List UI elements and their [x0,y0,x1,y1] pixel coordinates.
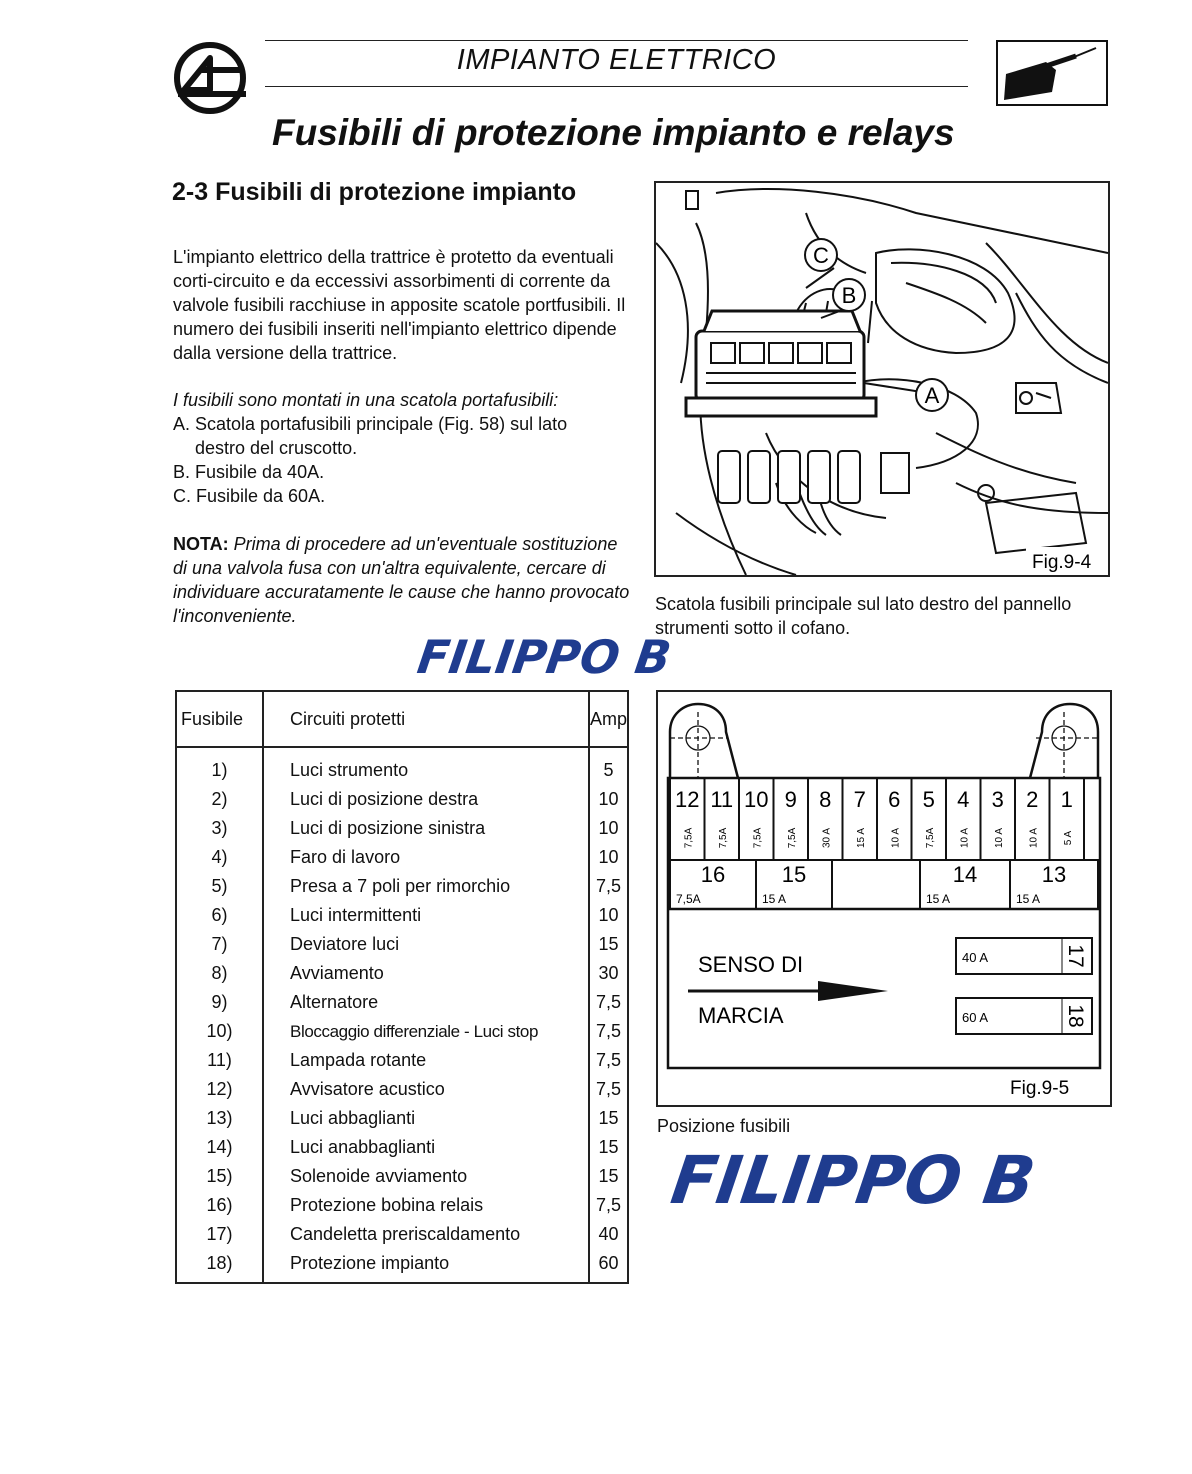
amp-cell: 10 [598,818,619,838]
handwritten-signature: FILIPPO B [414,630,675,684]
fuse-number-cell: 5) [176,872,263,901]
fuse-number-cell: 6) [176,901,263,930]
fuse-number: 16 [700,862,726,887]
table-row [176,1133,628,1162]
fuse-number: 12 [675,787,700,812]
amp-cell: 15 [598,1137,619,1157]
fuse-number: 11 [710,787,734,812]
amp-cell: 7,5 [595,1021,621,1041]
fuse-number: 2 [1026,787,1039,812]
fuse-amp: 7,5A [717,827,729,849]
header-rule-top [265,40,968,41]
fuse-number: 10 [744,787,769,812]
direction-label-line1: SENSO DI [698,952,804,977]
table-row [176,1249,628,1283]
circuit-cell: Faro di lavoro [263,843,589,872]
fuse-number-cell: 16) [176,1191,263,1220]
fuse-number-cell: 3) [176,814,263,843]
page-title: Fusibili di protezione impianto e relays [272,112,955,153]
circuit-cell: Luci strumento [263,747,589,785]
fuse-number: 13 [1041,862,1067,887]
fuse-number: 3 [991,787,1004,812]
table-row [176,843,628,872]
fuse-amp: 30 A [821,827,833,849]
note-block [173,532,631,628]
fuse-number: 15 [781,862,807,887]
fuse-amp: 15 A [855,827,867,849]
fuse-number-cell: 18) [176,1249,263,1283]
fuse-amp: 10 A [959,827,971,849]
fuse-table [175,690,629,1284]
circuit-cell: Solenoide avviamento [263,1162,589,1191]
electrical-plug-icon [996,40,1108,106]
brand-logo [170,40,252,116]
table-row [176,1191,628,1220]
column-header-amp: Amp [589,691,628,747]
fuse-amp: 10 A [890,827,902,849]
amp-cell: 7,5 [595,876,621,896]
circuit-cell: Bloccaggio differenziale - Luci stop [263,1017,589,1046]
figure-caption: Posizione fusibili [657,1116,791,1136]
table-row [176,1075,628,1104]
amp-cell: 15 [598,1108,619,1128]
section-label: IMPIANTO ELETTRICO [456,44,777,76]
circuit-cell: Protezione impianto [263,1249,589,1283]
fuse-amp: 7,5A [752,827,764,849]
fuse-number: 5 [922,787,935,812]
amp-cell: 10 [598,847,619,867]
fuse-number: 8 [819,787,832,812]
fuse-number-cell: 12) [176,1075,263,1104]
fuse-amp: 10 A [993,827,1005,849]
fuse-amp: 7,5A [924,827,936,849]
table-row [176,872,628,901]
handwritten-signature: FILIPPO B [666,1142,1040,1219]
table-row [176,988,628,1017]
fuse-number: 6 [888,787,901,812]
table-row [176,814,628,843]
list-item: B. Fusibile da 40A. [173,462,325,482]
direction-label-line2: MARCIA [698,1003,784,1028]
fuse-17-number: 17 [1064,944,1087,968]
amp-cell: 7,5 [595,1079,621,1099]
amp-cell: 15 [598,1166,619,1186]
fuse-number-cell: 15) [176,1162,263,1191]
fuse-number: 1 [1060,787,1073,812]
fuse-number-cell: 13) [176,1104,263,1133]
fuse-number-cell: 2) [176,785,263,814]
circuit-cell: Avvisatore acustico [263,1075,589,1104]
table-row [176,1162,628,1191]
header-rule-bottom [265,86,968,87]
fuse-number-cell: 8) [176,959,263,988]
circuit-cell: Alternatore [263,988,589,1017]
fuse-number-cell: 1) [176,747,263,785]
fuse-number-cell: 10) [176,1017,263,1046]
table-row [176,1017,628,1046]
circuit-cell: Avviamento [263,959,589,988]
table-row [176,1104,628,1133]
column-header-circuits: Circuiti protetti [263,691,589,747]
circuit-cell: Presa a 7 poli per rimorchio [263,872,589,901]
fuse-box-illustration [654,181,1110,577]
column-header-fuse: Fusibile [176,691,263,747]
table-header-row [176,691,628,747]
amp-cell: 7,5 [595,992,621,1012]
fuse-amp: 15 A [926,892,951,906]
fuse-amp: 7,5A [676,892,701,906]
circuit-cell: Luci di posizione destra [263,785,589,814]
table-row [176,959,628,988]
intro-paragraph: L'impianto elettrico della trattrice è protetto da eventuali corti-circuito e da eccessivi assorbimenti di corrente da valvole fusibili racchiuse in apposite scatole portfusibili. Il numero dei fusibili inseriti nell'impianto elettrico dipende dalla versione della trattrice. [173,247,626,363]
fuse-18-number: 18 [1064,1004,1087,1028]
amp-cell: 40 [598,1224,619,1244]
amp-cell: 7,5 [595,1050,621,1070]
circuit-cell: Deviatore luci [263,930,589,959]
amp-cell: 30 [598,963,619,983]
fuse-slot [832,860,920,909]
circuit-cell: Luci di posizione sinistra [263,814,589,843]
figure-caption: Scatola fusibili principale sul lato destro del pannello strumenti sotto il cofano. [655,594,1072,638]
fuse-number: 14 [952,862,978,887]
engine-bay-drawing [656,183,1108,575]
fuse-amp: 15 A [762,892,787,906]
fuse-number-cell: 9) [176,988,263,1017]
fuse-position-diagram [656,690,1112,1107]
amp-cell: 5 [603,760,614,780]
fuse-number-cell: 4) [176,843,263,872]
amp-cell: 60 [598,1253,619,1273]
fuse-number: 9 [784,787,797,812]
fuse-18-amp: 60 A [962,1010,989,1025]
list-item: A. Scatola portafusibili principale (Fig. 58) sul lato [173,414,568,434]
circuit-cell: Luci intermittenti [263,901,589,930]
table-row [176,1220,628,1249]
note-label: NOTA: [173,534,229,554]
callout-c: C [813,243,829,268]
list-item: C. Fusibile da 60A. [173,486,326,506]
fuse-number-cell: 7) [176,930,263,959]
table-row [176,930,628,959]
callout-a: A [924,383,940,408]
circuit-cell: Candeletta preriscaldamento [263,1220,589,1249]
fuse-number-cell: 17) [176,1220,263,1249]
section-subtitle: 2-3 Fusibili di protezione impianto [172,178,577,206]
figure-label: Fig.9-5 [1010,1078,1070,1099]
callout-b: B [841,283,857,308]
table-row [176,747,628,785]
amp-cell: 10 [598,789,619,809]
fuse-amp: 5 A [1062,830,1074,846]
note-text: Prima di procedere ad un'eventuale sostituzione di una valvola fusa con un'altra equivalente, cercare di individuare accuratamente le cause che hanno provocato l'inconveniente. [173,534,630,626]
amp-cell: 15 [598,934,619,954]
circuit-cell: Luci anabbaglianti [263,1133,589,1162]
fuse-number-cell: 14) [176,1133,263,1162]
list-item: destro del cruscotto. [195,438,358,458]
figure-label: Fig.9-4 [1032,552,1092,573]
amp-cell: 10 [598,905,619,925]
circuit-cell: Protezione bobina relais [263,1191,589,1220]
fuse-number-cell: 11) [176,1046,263,1075]
fuse-number: 7 [853,787,866,812]
table-row [176,901,628,930]
fuse-box-list [173,388,631,508]
fuse-amp: 7,5A [683,827,695,849]
fuse-number: 4 [957,787,970,812]
list-lead: I fusibili sono montati in una scatola portafusibili: [173,390,559,410]
fuse-amp: 10 A [1028,827,1040,849]
circuit-cell: Luci abbaglianti [263,1104,589,1133]
fuse-17-amp: 40 A [962,950,989,965]
direction-arrow-icon [818,981,888,1001]
table-row [176,785,628,814]
table-row [176,1046,628,1075]
fuse-amp: 7,5A [786,827,798,849]
fuse-amp: 15 A [1016,892,1041,906]
amp-cell: 7,5 [595,1195,621,1215]
circuit-cell: Lampada rotante [263,1046,589,1075]
